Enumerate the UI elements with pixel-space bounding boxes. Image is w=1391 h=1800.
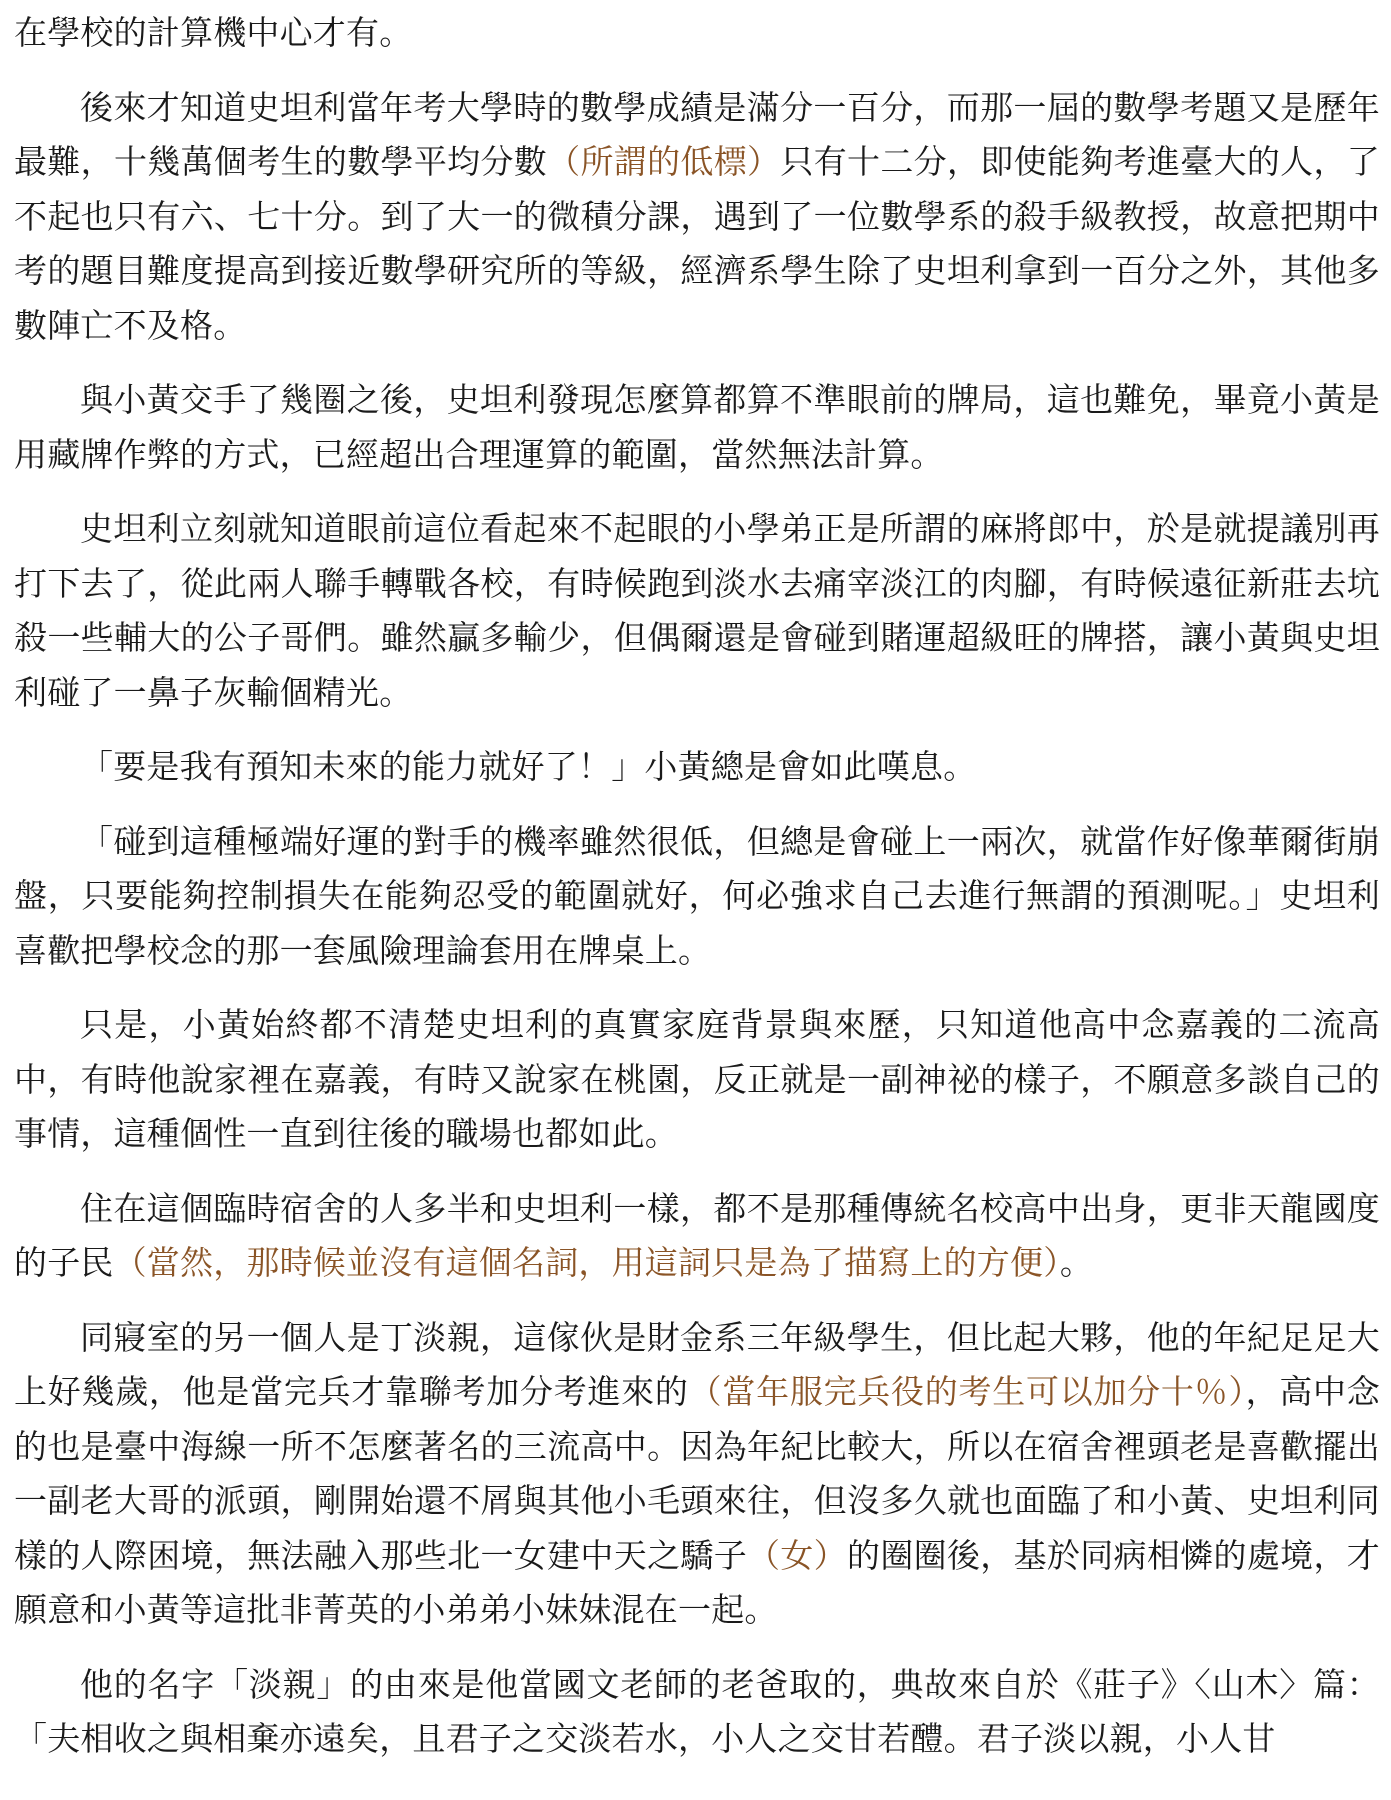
paragraph-8 [14, 1311, 1380, 1638]
text-segment: 的圈圈後，基於同病相憐的處境，才願意和小黃等這批非菁英的小弟弟小妹妹混在一起。 [14, 1535, 1380, 1629]
paragraph-0 [14, 6, 1380, 61]
text-segment: 與小黃交手了幾圈之後，史坦利發現怎麼算都算不準眼前的牌局，這也難免，畢竟小黃是用藏牌作弊的方式，已經超出合理運算的範圍，當然無法計算。 [14, 380, 1380, 474]
paragraph-3 [14, 502, 1380, 720]
text-segment: 在學校的計算機中心才有。 [14, 13, 413, 52]
parenthetical-note: （女） [747, 1535, 847, 1575]
paragraph-6 [14, 998, 1380, 1162]
text-segment: ，高中念的也是臺中海線一所不怎麼著名的三流高中。因為年紀比較大，所以在宿舍裡頭老是喜歡擺出一副老大哥的派頭，剛開始還不屑與其他小毛頭來往，但沒多久就也面臨了和小黃、史坦利同樣的人際困境，無法融入那些北一女建中天之驕子 [14, 1372, 1380, 1575]
paragraph-5 [14, 815, 1380, 979]
text-segment: 只有十二分，即使能夠考進臺大的人，了不起也只有六、七十分。到了大一的微積分課，遇到了一位數學系的殺手級教授，故意把期中考的題目難度提高到接近數學研究所的等級，經濟系學生除了史坦利拿到一百分之外，其他多數陣亡不及格。 [14, 142, 1381, 345]
parenthetical-note: （當年服完兵役的考生可以加分十％） [688, 1372, 1246, 1411]
paragraph-4 [14, 740, 1380, 795]
text-segment: 住在這個臨時宿舍的人多半和史坦利一樣，都不是那種傳統名校高中出身，更非天龍國度的子民 [14, 1188, 1380, 1282]
text-segment: 他的名字「淡親」的由來是他當國文老師的老爸取的，典故來自於《莊子》〈山木〉篇：「夫相收之與相棄亦遠矣，且君子之交淡若水，小人之交甘若醴。君子淡以親，小人甘 [14, 1664, 1380, 1758]
parenthetical-note: （所謂的低標） [547, 142, 781, 181]
paragraph-9 [14, 1658, 1380, 1767]
paragraph-1 [14, 81, 1380, 354]
paragraph-2 [14, 373, 1380, 482]
text-segment: 同寢室的另一個人是丁淡親，這傢伙是財金系三年級學生，但比起大夥，他的年紀足足大上好幾歲，他是當完兵才靠聯考加分考進來的 [14, 1317, 1380, 1411]
text-segment: 史坦利立刻就知道眼前這位看起來不起眼的小學弟正是所謂的麻將郎中，於是就提議別再打下去了，從此兩人聯手轉戰各校，有時候跑到淡水去痛宰淡江的肉腳，有時候遠征新莊去坑殺一些輔大的公子哥們。雖然贏多輸少，但偶爾還是會碰到賭運超級旺的牌搭，讓小黃與史坦利碰了一鼻子灰輸個精光。 [14, 509, 1380, 712]
text-segment: 。 [1059, 1243, 1094, 1282]
paragraph-7 [14, 1182, 1380, 1291]
text-segment: 後來才知道史坦利當年考大學時的數學成績是滿分一百分，而那一屆的數學考題又是歷年最難，十幾萬個考生的數學平均分數 [14, 87, 1380, 181]
document-page [14, 0, 1380, 1787]
text-segment: 只是，小黃始終都不清楚史坦利的真實家庭背景與來歷，只知道他高中念嘉義的二流高中，有時他說家裡在嘉義，有時又說家在桃園，反正就是一副神祕的樣子，不願意多談自己的事情，這種個性一直到往後的職場也都如此。 [14, 1005, 1380, 1153]
parenthetical-note: （當然，那時候並沒有這個名詞，用這詞只是為了描寫上的方便） [113, 1243, 1060, 1282]
text-segment: 「要是我有預知未來的能力就好了！」小黃總是會如此嘆息。 [80, 747, 977, 786]
text-segment: 「碰到這種極端好運的對手的機率雖然很低，但總是會碰上一兩次，就當作好像華爾街崩盤，只要能夠控制損失在能夠忍受的範圍就好，何必強求自己去進行無謂的預測呢。」史坦利喜歡把學校念的那一套風險理論套用在牌桌上。 [14, 821, 1380, 970]
